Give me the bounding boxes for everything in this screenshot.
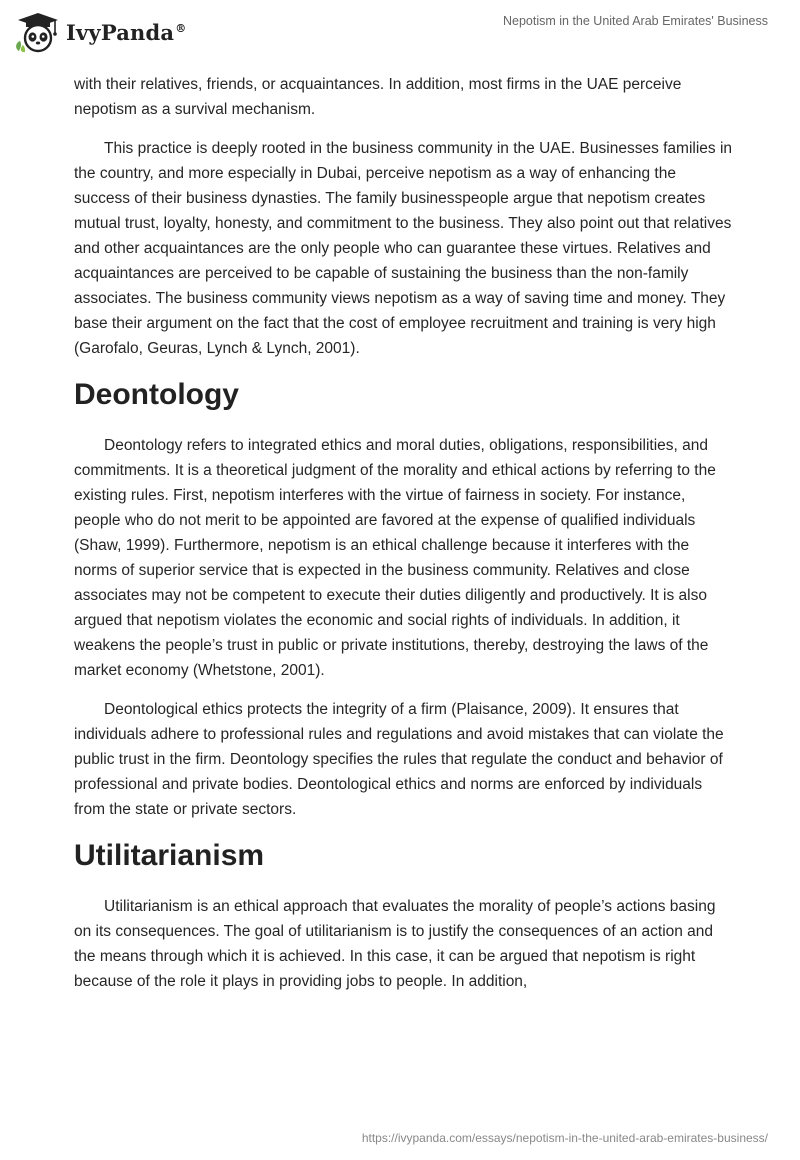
document-title: Nepotism in the United Arab Emirates' Business (502, 14, 768, 28)
paragraph-continuation: with their relatives, friends, or acquaintances. In addition, most firms in the UAE perceive nepotism as a survival mechanism. (74, 76, 682, 118)
paragraph-deontology-definition: Deontology refers to integrated ethics and moral duties, obligations, responsibilities, and commitments. It is a theoretical judgment of the morality and ethical actions by referring to the existing rules. First, nepotism interferes with the virtue of fairness in society. For instance, people who do not merit to be appointed are favored at the expense of qualified individuals (Shaw, 1999). Furthermore, nepotism is an ethical challenge because it interferes with the norms of superior service that is expected in the business community. Relatives and close associates may not be competent to execute their duties diligently and productively. It is also argued that nepotism violates the economic and social rights of individuals. In addition, it weakens the people’s trust in public or private institutions, thereby, destroying the laws of the market economy (Whetstone, 2001). (74, 437, 716, 679)
page-header (0, 0, 800, 64)
paragraph-utilitarianism: Utilitarianism is an ethical approach that evaluates the morality of people’s actions basing on its consequences. The goal of utilitarianism is to justify the consequences of an action and the means through which it is achieved. In this case, it can be argued that nepotism is right because of the role it plays in providing jobs to people. In addition, (74, 898, 716, 990)
panda-graduate-icon (14, 11, 62, 53)
heading-deontology: Deontology (74, 378, 239, 411)
ivypanda-logo[interactable] (14, 11, 186, 53)
paragraph-deontological-ethics: Deontological ethics protects the integrity of a firm (Plaisance, 2009). It ensures that individuals adhere to professional rules and regulations and avoid mistakes that can violate the public trust in the firm. Deontology specifies the rules that regulate the conduct and behavior of professional and private bodies. Deontological ethics and norms are enforced by individuals from the state or private sectors. (74, 701, 724, 818)
heading-utilitarianism: Utilitarianism (74, 839, 265, 872)
paragraph-business-community: This practice is deeply rooted in the business community in the UAE. Businesses families in the country, and more especially in Dubai, perceive nepotism as a way of enhancing the success of their business dynasties. The family businesspeople argue that nepotism creates mutual trust, loyalty, honesty, and commitment to the business. They also point out that relatives and other acquaintances are the only people who can guarantee these virtues. Relatives and acquaintances are perceived to be capable of sustaining the business than the non-family associates. The business community views nepotism as a way of saving time and money. They base their argument on the fact that the cost of employee recruitment and training is very high (Garofalo, Geuras, Lynch & Lynch, 2001). (74, 140, 733, 357)
brand-name: IvyPanda® (66, 19, 187, 45)
source-url[interactable]: https://ivypanda.com/essays/nepotism-in-the-united-arab-emirates-business/ (361, 1131, 768, 1145)
essay-content (74, 72, 734, 1008)
